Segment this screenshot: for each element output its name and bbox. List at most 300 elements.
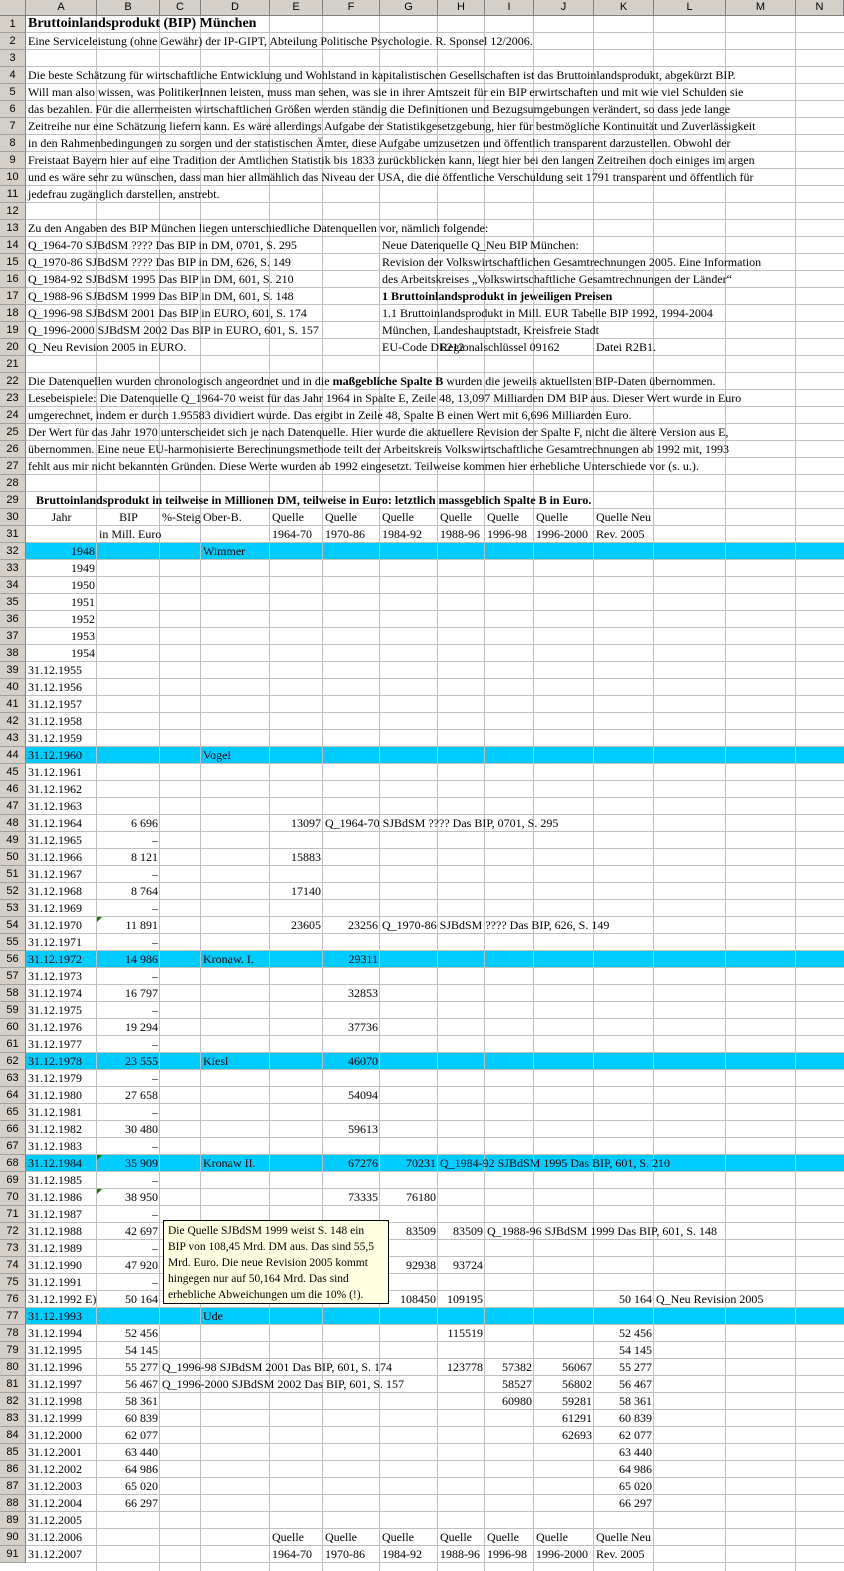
cell-d32[interactable]: Wimmer	[203, 544, 246, 558]
column-header-e[interactable]: E	[270, 0, 323, 16]
cell-e31[interactable]: 1964-70	[272, 527, 312, 541]
cell-a22[interactable]	[26, 373, 718, 389]
cell-k79[interactable]: 54 145	[619, 1343, 652, 1357]
cell-b62[interactable]: 23 555	[125, 1054, 158, 1068]
cell-k87[interactable]: 65 020	[619, 1479, 652, 1493]
cell-g54[interactable]: Q_1970-86 SJBdSM ???? Das BIP, 626, S. 149	[382, 918, 610, 932]
cell-i31[interactable]: 1996-98	[487, 527, 527, 541]
cell-h90[interactable]: Quelle	[440, 1530, 472, 1544]
cell-e91[interactable]: 1964-70	[272, 1547, 312, 1561]
cell-a62[interactable]: 31.12.1978	[28, 1054, 82, 1068]
row-header[interactable]: 24	[0, 407, 26, 424]
cell-a84[interactable]: 31.12.2000	[28, 1428, 82, 1442]
cell-j83[interactable]: 61291	[562, 1411, 592, 1425]
row-header[interactable]: 57	[0, 968, 26, 985]
row-header[interactable]: 58	[0, 985, 26, 1002]
cell-a69[interactable]: 31.12.1985	[28, 1173, 82, 1187]
cell-d77[interactable]: Ude	[203, 1309, 223, 1323]
cell-b68[interactable]: 35 909	[125, 1156, 158, 1170]
cell-a41[interactable]: 31.12.1957	[28, 697, 82, 711]
row-header[interactable]: 37	[0, 628, 26, 645]
cell-a18[interactable]: Q_1996-98 SJBdSM 2001 Das BIP in EURO, 601, S. 174	[28, 306, 307, 320]
cell-a10[interactable]: und es wäre sehr zu wünschen, dass man hier allmählich das Niveau der USA, die die öffentliche Verschuldung seit 1791 transparent und öffentlich für	[28, 170, 754, 184]
cell-g68[interactable]: 70231	[406, 1156, 436, 1170]
cell-k20[interactable]: Datei R2B1.	[596, 340, 656, 354]
row-header[interactable]: 9	[0, 152, 26, 169]
cell-k81[interactable]: 56 467	[619, 1377, 652, 1391]
cell-b59[interactable]: –	[152, 1003, 158, 1017]
cell-k31[interactable]: Rev. 2005	[596, 527, 645, 541]
cell-i81[interactable]: 58527	[502, 1377, 532, 1391]
cell-e48[interactable]: 13097	[291, 816, 321, 830]
cell-a76[interactable]: 31.12.1992 E)	[28, 1292, 97, 1306]
cell-g70[interactable]: 76180	[406, 1190, 436, 1204]
row-header[interactable]: 65	[0, 1104, 26, 1121]
row-header[interactable]: 7	[0, 118, 26, 135]
row-header[interactable]: 86	[0, 1461, 26, 1478]
cell-a1[interactable]: Bruttoinlandsprodukt (BIP) München	[28, 16, 257, 31]
cell-b60[interactable]: 19 294	[125, 1020, 158, 1034]
cell-b82[interactable]: 58 361	[125, 1394, 158, 1408]
cell-e30[interactable]: Quelle	[272, 510, 304, 524]
cell-a20[interactable]: Q_Neu Revision 2005 in EURO.	[28, 340, 187, 354]
cell-b31[interactable]: in Mill. Euro	[99, 527, 162, 541]
cell-a15[interactable]: Q_1970-86 SJBdSM ???? Das BIP in DM, 626, S. 149	[28, 255, 291, 269]
row-header[interactable]: 72	[0, 1223, 26, 1240]
row-header[interactable]: 59	[0, 1002, 26, 1019]
cell-a79[interactable]: 31.12.1995	[28, 1343, 82, 1357]
cell-a16[interactable]: Q_1984-92 SJBdSM 1995 Das BIP in DM, 601, S. 210	[28, 272, 294, 286]
cell-a51[interactable]: 31.12.1967	[28, 867, 82, 881]
column-header-k[interactable]: K	[594, 0, 654, 16]
cell-a86[interactable]: 31.12.2002	[28, 1462, 82, 1476]
cell-a34[interactable]: 1950	[71, 578, 95, 592]
cell-a35[interactable]: 1951	[71, 595, 95, 609]
cell-a68[interactable]: 31.12.1984	[28, 1156, 82, 1170]
cell-b81[interactable]: 56 467	[125, 1377, 158, 1391]
row-header[interactable]: 75	[0, 1274, 26, 1291]
cell-h80[interactable]: 123778	[447, 1360, 483, 1374]
cell-a59[interactable]: 31.12.1975	[28, 1003, 82, 1017]
row-header[interactable]: 23	[0, 390, 26, 407]
cell-f58[interactable]: 32853	[348, 986, 378, 1000]
cell-a61[interactable]: 31.12.1977	[28, 1037, 82, 1051]
cell-i82[interactable]: 60980	[502, 1394, 532, 1408]
cell-a32[interactable]: 1948	[71, 544, 95, 558]
cell-b84[interactable]: 62 077	[125, 1428, 158, 1442]
row-header[interactable]: 79	[0, 1342, 26, 1359]
cell-b87[interactable]: 65 020	[125, 1479, 158, 1493]
row-header[interactable]: 81	[0, 1376, 26, 1393]
cell-a46[interactable]: 31.12.1962	[28, 782, 82, 796]
cell-a7[interactable]: Zeitreihe nur eine Schätzung liefern kann. Es wäre allerdings Aufgabe der Statistikgesetzgebung, hier für bestmögliche Kontinuität und Zuverlässigkeit	[28, 119, 756, 133]
cell-b88[interactable]: 66 297	[125, 1496, 158, 1510]
cell-e52[interactable]: 17140	[291, 884, 321, 898]
cell-l76[interactable]: Q_Neu Revision 2005	[656, 1292, 764, 1306]
row-header[interactable]: 50	[0, 849, 26, 866]
row-header[interactable]: 52	[0, 883, 26, 900]
cell-g19[interactable]: München, Landeshauptstadt, Kreisfreie Stadt	[382, 323, 599, 337]
cell-g16[interactable]: des Arbeitskreises „Volkswirtschaftliche Gesamtrechnungen der Länder“	[382, 272, 732, 286]
cell-a55[interactable]: 31.12.1971	[28, 935, 82, 949]
row-header[interactable]: 26	[0, 441, 26, 458]
cell-b86[interactable]: 64 986	[125, 1462, 158, 1476]
cell-b52[interactable]: 8 764	[131, 884, 158, 898]
select-all-corner[interactable]	[0, 0, 26, 16]
cell-b61[interactable]: –	[152, 1037, 158, 1051]
row-header[interactable]: 56	[0, 951, 26, 968]
cell-g30[interactable]: Quelle	[382, 510, 414, 524]
cell-f30[interactable]: Quelle	[325, 510, 357, 524]
cell-f68[interactable]: 67276	[348, 1156, 378, 1170]
column-header-b[interactable]: B	[97, 0, 160, 16]
cell-a30[interactable]: Jahr	[51, 510, 72, 524]
row-header[interactable]: 20	[0, 339, 26, 356]
cell-a71[interactable]: 31.12.1987	[28, 1207, 82, 1221]
cell-b71[interactable]: –	[152, 1207, 158, 1221]
row-header[interactable]: 51	[0, 866, 26, 883]
cell-a50[interactable]: 31.12.1966	[28, 850, 82, 864]
cell-d68[interactable]: Kronaw II.	[203, 1156, 256, 1170]
cell-h78[interactable]: 115519	[447, 1326, 483, 1340]
row-header[interactable]: 29	[0, 492, 26, 509]
cell-b74[interactable]: 47 920	[125, 1258, 158, 1272]
row-header[interactable]: 2	[0, 33, 26, 50]
cell-k82[interactable]: 58 361	[619, 1394, 652, 1408]
cell-j90[interactable]: Quelle	[536, 1530, 568, 1544]
cell-a2[interactable]: Eine Serviceleistung (ohne Gewähr) der IP-GIPT, Abteilung Politische Psychologie. R. Sponsel 12/2006.	[28, 34, 533, 48]
row-header[interactable]: 33	[0, 560, 26, 577]
row-header[interactable]: 85	[0, 1444, 26, 1461]
cell-i80[interactable]: 57382	[502, 1360, 532, 1374]
cell-a88[interactable]: 31.12.2004	[28, 1496, 82, 1510]
cell-a90[interactable]: 31.12.2006	[28, 1530, 82, 1544]
cell-f90[interactable]: Quelle	[325, 1530, 357, 1544]
cell-c30[interactable]: %-Steig	[162, 510, 201, 524]
cell-b66[interactable]: 30 480	[125, 1122, 158, 1136]
row-header[interactable]: 91	[0, 1546, 26, 1563]
row-header[interactable]: 39	[0, 662, 26, 679]
cell-a38[interactable]: 1954	[71, 646, 95, 660]
row-header[interactable]: 48	[0, 815, 26, 832]
cell-g20[interactable]: EU-Code DE212	[382, 340, 465, 354]
cell-a24[interactable]: umgerechnet, indem er durch 1.95583 dividiert wurde. Das ergibt in Zeile 48, Spalte B einen Wert mit 6,696 Milliarden Euro.	[28, 408, 632, 422]
column-header-h[interactable]: H	[438, 0, 485, 16]
cell-k78[interactable]: 52 456	[619, 1326, 652, 1340]
cell-k90[interactable]: Quelle Neu	[596, 1530, 651, 1544]
cell-a58[interactable]: 31.12.1974	[28, 986, 82, 1000]
cell-j30[interactable]: Quelle	[536, 510, 568, 524]
row-header[interactable]: 80	[0, 1359, 26, 1376]
cell-k76[interactable]: 50 164	[619, 1292, 652, 1306]
cell-a19[interactable]: Q_1996-2000 SJBdSM 2002 Das BIP in EURO, 601, S. 157	[28, 323, 319, 337]
cell-a4[interactable]: Die beste Schätzung für wirtschaftliche Entwicklung und Wohlstand in kapitalistischen Gesellschaften ist das Bruttoinlandsprodukt, abgekürzt BIP.	[28, 68, 736, 82]
cell-a44[interactable]: 31.12.1960	[28, 748, 82, 762]
cell-i91[interactable]: 1996-98	[487, 1547, 527, 1561]
cell-g74[interactable]: 92938	[406, 1258, 436, 1272]
row-header[interactable]: 34	[0, 577, 26, 594]
cell-a14[interactable]: Q_1964-70 SJBdSM ???? Das BIP in DM, 0701, S. 295	[28, 238, 297, 252]
cell-a53[interactable]: 31.12.1969	[28, 901, 82, 915]
cell-b57[interactable]: –	[152, 969, 158, 983]
cell-a49[interactable]: 31.12.1965	[28, 833, 82, 847]
cell-k86[interactable]: 64 986	[619, 1462, 652, 1476]
cell-g76[interactable]: 108450	[400, 1292, 436, 1306]
cell-a52[interactable]: 31.12.1968	[28, 884, 82, 898]
cell-b72[interactable]: 42 697	[125, 1224, 158, 1238]
cell-a25[interactable]: Der Wert für das Jahr 1970 unterscheidet sich je nach Datenquelle. Hier wurde die aktuellere Revision der Spalte F, nicht die ältere Version aus E,	[28, 425, 729, 439]
row-header[interactable]: 1	[0, 16, 26, 33]
row-header[interactable]: 21	[0, 356, 26, 373]
cell-k83[interactable]: 60 839	[619, 1411, 652, 1425]
cell-f56[interactable]: 29311	[348, 952, 378, 966]
cell-f62[interactable]: 46070	[348, 1054, 378, 1068]
cell-f91[interactable]: 1970-86	[325, 1547, 365, 1561]
row-header[interactable]: 84	[0, 1427, 26, 1444]
row-header[interactable]: 16	[0, 271, 26, 288]
row-header[interactable]: 5	[0, 84, 26, 101]
column-header-l[interactable]: L	[654, 0, 726, 16]
cell-g91[interactable]: 1984-92	[382, 1547, 422, 1561]
cell-g15[interactable]: Revision der Volkswirtschaftlichen Gesamtrechnungen 2005. Eine Information	[382, 255, 762, 269]
cell-a17[interactable]: Q_1988-96 SJBdSM 1999 Das BIP in DM, 601, S. 148	[28, 289, 294, 303]
row-header[interactable]: 25	[0, 424, 26, 441]
cell-b48[interactable]: 6 696	[131, 816, 158, 830]
cell-a45[interactable]: 31.12.1961	[28, 765, 82, 779]
row-header[interactable]: 62	[0, 1053, 26, 1070]
cell-j81[interactable]: 56802	[562, 1377, 592, 1391]
row-header[interactable]: 19	[0, 322, 26, 339]
cell-b70[interactable]: 38 950	[125, 1190, 158, 1204]
cell-a40[interactable]: 31.12.1956	[28, 680, 82, 694]
cell-a13[interactable]: Zu den Angaben des BIP München liegen unterschiedliche Datenquellen vor, nämlich folgende:	[28, 221, 489, 235]
cell-b64[interactable]: 27 658	[125, 1088, 158, 1102]
row-header[interactable]: 27	[0, 458, 26, 475]
cell-b51[interactable]: –	[152, 867, 158, 881]
cell-k91[interactable]: Rev. 2005	[596, 1547, 645, 1561]
cell-b53[interactable]: –	[152, 901, 158, 915]
cell-h68[interactable]: Q_1984-92 SJBdSM 1995 Das BIP, 601, S. 210	[440, 1156, 671, 1170]
cell-j31[interactable]: 1996-2000	[536, 527, 588, 541]
row-header[interactable]: 49	[0, 832, 26, 849]
row-header[interactable]: 82	[0, 1393, 26, 1410]
column-header-n[interactable]: N	[796, 0, 844, 16]
cell-i90[interactable]: Quelle	[487, 1530, 519, 1544]
cell-a37[interactable]: 1953	[71, 629, 95, 643]
cell-g17[interactable]: 1 Bruttoinlandsprodukt in jeweiligen Preisen	[382, 289, 613, 303]
row-header[interactable]: 64	[0, 1087, 26, 1104]
row-header[interactable]: 41	[0, 696, 26, 713]
cell-d62[interactable]: Kiesl	[203, 1054, 229, 1068]
cell-c81[interactable]: Q_1996-2000 SJBdSM 2002 Das BIP, 601, S. 157	[162, 1377, 405, 1391]
cell-b76[interactable]: 50 164	[125, 1292, 158, 1306]
cell-k84[interactable]: 62 077	[619, 1428, 652, 1442]
cell-d56[interactable]: Kronaw. I.	[203, 952, 254, 966]
cell-b80[interactable]: 55 277	[125, 1360, 158, 1374]
cell-f54[interactable]: 23256	[348, 918, 378, 932]
cell-a63[interactable]: 31.12.1979	[28, 1071, 82, 1085]
row-header[interactable]: 78	[0, 1325, 26, 1342]
cell-a82[interactable]: 31.12.1998	[28, 1394, 82, 1408]
row-header[interactable]: 4	[0, 67, 26, 84]
cell-f60[interactable]: 37736	[348, 1020, 378, 1034]
cell-d30[interactable]: Ober-B.	[203, 510, 242, 524]
cell-a48[interactable]: 31.12.1964	[28, 816, 82, 830]
row-header[interactable]: 87	[0, 1478, 26, 1495]
cell-d44[interactable]: Vogel	[203, 748, 231, 762]
cell-a39[interactable]: 31.12.1955	[28, 663, 82, 677]
cell-a23[interactable]: Lesebeispiele: Die Datenquelle Q_1964-70 weist für das Jahr 1964 in Spalte E, Zeile 48, 13,097 Milliarden DM BIP aus. Dieser Wert wurde in Euro	[28, 391, 742, 405]
row-header[interactable]: 71	[0, 1206, 26, 1223]
cell-b56[interactable]: 14 986	[125, 952, 158, 966]
row-header[interactable]: 17	[0, 288, 26, 305]
cell-a43[interactable]: 31.12.1959	[28, 731, 82, 745]
row-header[interactable]: 88	[0, 1495, 26, 1512]
cell-i30[interactable]: Quelle	[487, 510, 519, 524]
cell-a60[interactable]: 31.12.1976	[28, 1020, 82, 1034]
row-header[interactable]: 74	[0, 1257, 26, 1274]
cell-a9[interactable]: Freistaat Bayern hier auf eine Tradition der Amtlichen Statistik bis 1833 zurückblicken kann, liegt hier bei den langen Zeitreihen doch einiges im argen	[28, 153, 755, 167]
cell-c80[interactable]: Q_1996-98 SJBdSM 2001 Das BIP, 601, S. 174	[162, 1360, 393, 1374]
cell-k30[interactable]: Quelle Neu	[596, 510, 651, 524]
cell-j91[interactable]: 1996-2000	[536, 1547, 588, 1561]
row-header[interactable]: 44	[0, 747, 26, 764]
cell-b63[interactable]: –	[152, 1071, 158, 1085]
cell-a8[interactable]: in den Rahmenbedingungen zu sorgen und der statistischen Ämter, diese Aufgabe umzusetzen und öffentlich transparent darzustellen. Obwohl der	[28, 136, 731, 150]
cell-g18[interactable]: 1.1 Bruttoinlandsprodukt in Mill. EUR Tabelle BIP 1992, 1994-2004	[382, 306, 713, 320]
cell-a64[interactable]: 31.12.1980	[28, 1088, 82, 1102]
row-header[interactable]: 36	[0, 611, 26, 628]
row-header[interactable]: 73	[0, 1240, 26, 1257]
row-header[interactable]: 14	[0, 237, 26, 254]
cell-a26[interactable]: übernommen. Eine neue EU-harmonisierte Berechnungsmethode teilt der Arbeitskreis Volkswirtschaftliche Gesamtrechnungen ab 1992 mit, 1993	[28, 442, 730, 456]
cell-b55[interactable]: –	[152, 935, 158, 949]
row-header[interactable]: 63	[0, 1070, 26, 1087]
cell-b78[interactable]: 52 456	[125, 1326, 158, 1340]
row-header[interactable]: 43	[0, 730, 26, 747]
cell-k80[interactable]: 55 277	[619, 1360, 652, 1374]
column-header-d[interactable]: D	[201, 0, 270, 16]
row-header[interactable]: 46	[0, 781, 26, 798]
row-header[interactable]: 15	[0, 254, 26, 271]
cell-a78[interactable]: 31.12.1994	[28, 1326, 82, 1340]
row-header[interactable]: 38	[0, 645, 26, 662]
row-header[interactable]: 30	[0, 509, 26, 526]
row-header[interactable]: 60	[0, 1019, 26, 1036]
cell-a47[interactable]: 31.12.1963	[28, 799, 82, 813]
cell-f70[interactable]: 73335	[348, 1190, 378, 1204]
row-header[interactable]: 3	[0, 50, 26, 67]
column-header-g[interactable]: G	[380, 0, 438, 16]
cell-e54[interactable]: 23605	[291, 918, 321, 932]
cell-h72[interactable]: 83509	[453, 1224, 483, 1238]
cell-h76[interactable]: 109195	[447, 1292, 483, 1306]
cell-a87[interactable]: 31.12.2003	[28, 1479, 82, 1493]
cell-b83[interactable]: 60 839	[125, 1411, 158, 1425]
cell-a42[interactable]: 31.12.1958	[28, 714, 82, 728]
cell-a75[interactable]: 31.12.1991	[28, 1275, 82, 1289]
row-header[interactable]: 89	[0, 1512, 26, 1529]
cell-b67[interactable]: –	[152, 1139, 158, 1153]
row-header[interactable]: 32	[0, 543, 26, 560]
cell-a77[interactable]: 31.12.1993	[28, 1309, 82, 1323]
cell-a6[interactable]: das bezahlen. Für die allermeisten wirtschaftlichen Größen werden ständig die Definitionen und Bezugsumgebungen verändert, so dass jede lange	[28, 102, 731, 116]
row-header[interactable]: 45	[0, 764, 26, 781]
cell-e50[interactable]: 15883	[291, 850, 321, 864]
row-header[interactable]: 8	[0, 135, 26, 152]
row-header[interactable]: 53	[0, 900, 26, 917]
row-header[interactable]: 10	[0, 169, 26, 186]
column-header-j[interactable]: J	[534, 0, 594, 16]
row-header[interactable]: 42	[0, 713, 26, 730]
cell-j80[interactable]: 56067	[562, 1360, 592, 1374]
cell-g90[interactable]: Quelle	[382, 1530, 414, 1544]
row-header[interactable]: 28	[0, 475, 26, 492]
cell-f66[interactable]: 59613	[348, 1122, 378, 1136]
cell-h20[interactable]: Regionalschlüssel 09162	[440, 340, 560, 354]
row-header[interactable]: 35	[0, 594, 26, 611]
row-header[interactable]: 18	[0, 305, 26, 322]
cell-f31[interactable]: 1970-86	[325, 527, 365, 541]
cell-h30[interactable]: Quelle	[440, 510, 472, 524]
cell-b65[interactable]: –	[152, 1105, 158, 1119]
row-header[interactable]: 47	[0, 798, 26, 815]
cell-j84[interactable]: 62693	[562, 1428, 592, 1442]
cell-g31[interactable]: 1984-92	[382, 527, 422, 541]
cell-h74[interactable]: 93724	[453, 1258, 483, 1272]
cell-a33[interactable]: 1949	[71, 561, 95, 575]
row-header[interactable]: 66	[0, 1121, 26, 1138]
column-header-f[interactable]: F	[323, 0, 380, 16]
row-header[interactable]: 77	[0, 1308, 26, 1325]
cell-a67[interactable]: 31.12.1983	[28, 1139, 82, 1153]
cell-a74[interactable]: 31.12.1990	[28, 1258, 82, 1272]
cell-a85[interactable]: 31.12.2001	[28, 1445, 82, 1459]
cell-b30[interactable]: BIP	[119, 510, 138, 524]
cell-a29[interactable]: Bruttoinlandsprodukt in teilweise in Millionen DM, teilweise in Euro: letztlich massgeblich Spalte B in Euro.	[36, 493, 592, 507]
row-header[interactable]: 61	[0, 1036, 26, 1053]
cell-a73[interactable]: 31.12.1989	[28, 1241, 82, 1255]
cell-b79[interactable]: 54 145	[125, 1343, 158, 1357]
cell-f64[interactable]: 54094	[348, 1088, 378, 1102]
cell-a72[interactable]: 31.12.1988	[28, 1224, 82, 1238]
cell-k85[interactable]: 63 440	[619, 1445, 652, 1459]
cell-b69[interactable]: –	[152, 1173, 158, 1187]
cell-a36[interactable]: 1952	[71, 612, 95, 626]
cell-e90[interactable]: Quelle	[272, 1530, 304, 1544]
column-header-m[interactable]: M	[726, 0, 796, 16]
cell-a5[interactable]: Will man also wissen, was PolitikerInnen leisten, muss man sehen, was sie in ihrer Amtszeit für ein BIP erwirtschaften und mit wie viel Schulden sie	[28, 85, 744, 99]
cell-b73[interactable]: –	[152, 1241, 158, 1255]
cell-i72[interactable]: Q_1988-96 SJBdSM 1999 Das BIP, 601, S. 148	[487, 1224, 718, 1238]
cell-a91[interactable]: 31.12.2007	[28, 1547, 82, 1561]
cell-h91[interactable]: 1988-96	[440, 1547, 480, 1561]
cell-b49[interactable]: –	[152, 833, 158, 847]
cell-a81[interactable]: 31.12.1997	[28, 1377, 82, 1391]
cell-a57[interactable]: 31.12.1973	[28, 969, 82, 983]
row-header[interactable]: 22	[0, 373, 26, 390]
row-header[interactable]: 13	[0, 220, 26, 237]
cell-b50[interactable]: 8 121	[131, 850, 158, 864]
row-header[interactable]: 6	[0, 101, 26, 118]
row-header[interactable]: 40	[0, 679, 26, 696]
cell-a70[interactable]: 31.12.1986	[28, 1190, 82, 1204]
row-header[interactable]: 67	[0, 1138, 26, 1155]
cell-a83[interactable]: 31.12.1999	[28, 1411, 82, 1425]
row-header[interactable]: 83	[0, 1410, 26, 1427]
cell-b85[interactable]: 63 440	[125, 1445, 158, 1459]
cell-g72[interactable]: 83509	[406, 1224, 436, 1238]
